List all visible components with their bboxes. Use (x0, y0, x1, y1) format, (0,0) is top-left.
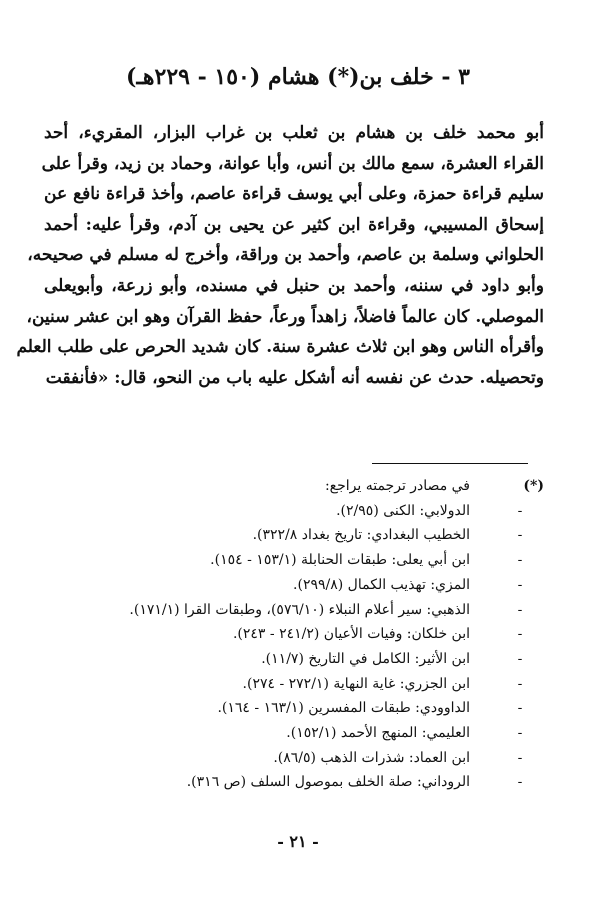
bullet-dash: - (517, 700, 523, 717)
bullet-dash: - (517, 601, 523, 618)
footnote-item-text: ابن خلكان: وفيات الأعيان (٢٤١/٢ - ٢٤٣). (232, 626, 470, 643)
body-line: سليم قراءة حمزة، وعلى أبي يوسف قراءة عاصم، وأخذ قراءة نافع عن (44, 184, 544, 205)
body-line: أبو محمد خلف بن هشام بن ثعلب بن غراب البزار، المقريء، أحد (44, 123, 544, 143)
body-line: الموصلي. كان عالماً فاضلاً، زاهداً ورعاً، حفظ القرآن وهو ابن عشر سنين، (26, 306, 544, 327)
bullet-dash: - (517, 749, 523, 766)
footnote-item (44, 598, 544, 623)
biography-paragraph (16, 118, 544, 393)
bullet-dash: - (517, 650, 523, 667)
footnote-item (44, 721, 544, 746)
bullet-dash: - (517, 626, 523, 643)
page-number: - ٢١ - (277, 832, 319, 851)
footnote-title: في مصادر ترجمته يراجع: (324, 478, 470, 494)
body-line: وأبو داود في سننه، وأحمد بن حنبل في مسنده، وأبو زرعة، وأبويعلى (44, 275, 544, 296)
bullet-dash: - (517, 527, 523, 544)
body-line: وأقرأه الناس وهو ابن ثلاث عشرة سنة. كان شديد الحرص على طلب العلم (16, 337, 544, 358)
bullet-dash: - (517, 725, 523, 742)
footnote-item-text: الدولابي: الكنى (٢/٩٥). (336, 502, 470, 519)
footnote-item (44, 523, 544, 548)
footnote-item-text: ابن الأثير: الكامل في التاريخ (١١/٧). (261, 650, 470, 667)
footnote-item (44, 548, 544, 573)
footnote-item-text: الذهبي: سير أعلام النبلاء (٥٧٦/١٠)، وطبقات القرا (١٧١/١). (129, 601, 470, 618)
bullet-dash: - (517, 774, 523, 791)
footnote-item-text: ابن أبي يعلى: طبقات الحنابلة (١٥٣/١ - ١٥٤). (210, 552, 470, 569)
footnotes (44, 474, 544, 795)
footnote-item-text: ابن العماد: شذرات الذهب (٨٦/٥). (273, 749, 470, 766)
footnote-item-text: الداوودي: طبقات المفسرين (١٦٣/١ - ١٦٤). (217, 700, 470, 717)
footnote-item (44, 672, 544, 697)
footnote-item (44, 696, 544, 721)
footnote-item-text: ابن الجزري: غاية النهاية (٢٧٢/١ - ٢٧٤). (242, 675, 470, 692)
section-heading: ٣ - خلف بن(*) هشام (١٥٠ - ٢٢٩هـ) (126, 64, 470, 90)
footnote-item-text: الخطيب البغدادي: تاريخ بغداد ٣٢٢/٨). (252, 527, 470, 544)
bullet-dash: - (517, 552, 523, 569)
footnote-item (44, 499, 544, 524)
footnote-divider (372, 463, 528, 464)
body-line: وتحصيله. حدث عن نفسه أنه أشكل عليه باب من النحو، قال: «فأنفقت (45, 367, 544, 388)
footnote-item (44, 573, 544, 598)
footnote-item-text: المزي: تهذيب الكمال (٢٩٩/٨). (293, 576, 470, 593)
footnote-item-text: العليمي: المنهج الأحمد (١٥٢/١). (286, 725, 470, 742)
footnote-item (44, 746, 544, 771)
body-line: الحلواني وسلمة بن عاصم، وأحمد بن وراقة، وأخرج له مسلم في صحيحه، (27, 245, 544, 266)
bullet-dash: - (517, 576, 523, 593)
footnote-item (44, 622, 544, 647)
footnote-item (44, 770, 544, 795)
footnote-header (44, 474, 544, 499)
footnote-item (44, 647, 544, 672)
footnote-item-text: الروداني: صلة الخلف بموصول السلف (ص ٣١٦). (186, 774, 470, 791)
bullet-dash: - (517, 675, 523, 692)
bullet-dash: - (517, 502, 523, 519)
body-line: القراء العشرة، سمع مالك بن أنس، وأبا عوانة، وحماد بن زيد، وقرأ على (41, 153, 544, 174)
body-line: إسحاق المسيبي، وقراءة ابن كثير عن يحيى بن آدم، وقرأ عليه: أحمد (44, 214, 544, 235)
footnote-marker: (*) (523, 478, 544, 494)
